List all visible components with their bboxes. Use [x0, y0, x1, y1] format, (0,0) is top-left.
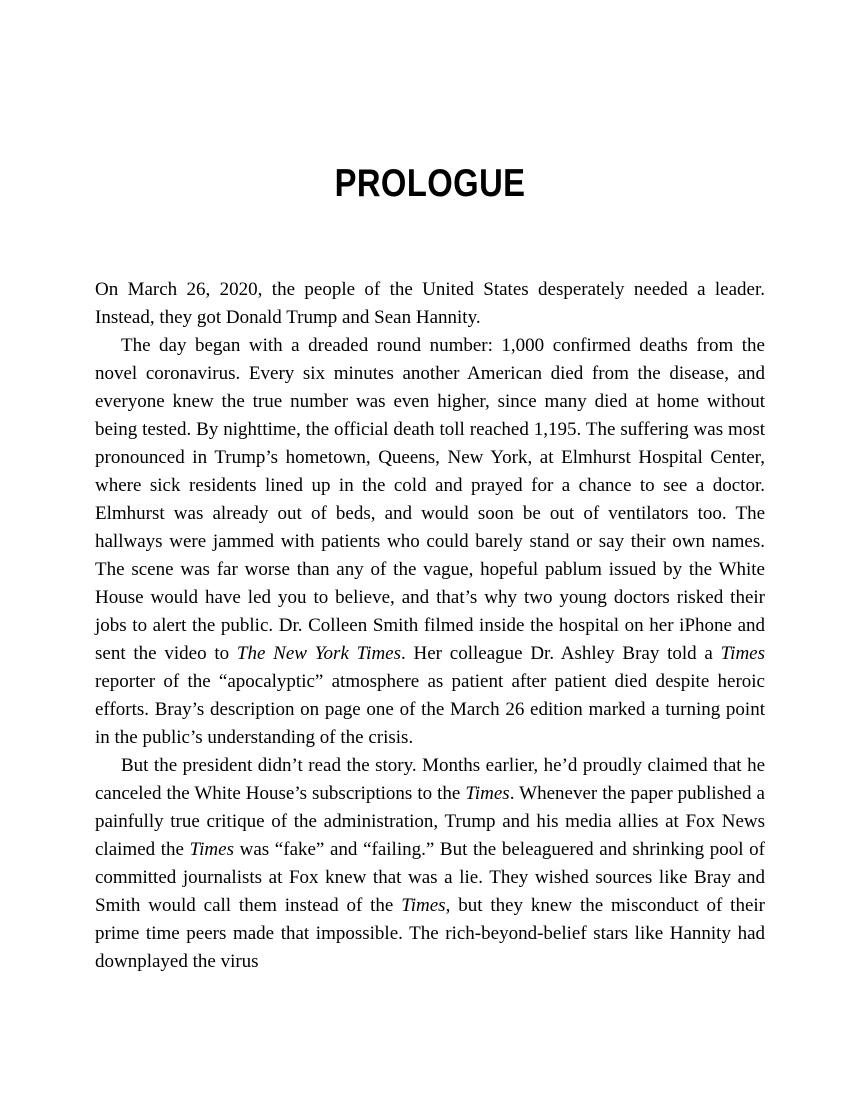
text-run: was “fake” and “failing.” But the beleaguered and shrinking pool of committed journalists at Fox knew that was a lie. They wished sources like Bray and Smith would call them instead of the: [95, 839, 765, 916]
body-text: [95, 276, 765, 976]
paragraph: [95, 276, 765, 332]
text-run: On March 26, 2020, the people of the United States desperately needed a leader. Instead, they got Donald Trump and Sean Hannity.: [95, 279, 765, 328]
chapter-title: PROLOGUE: [334, 162, 526, 205]
italic-text-run: Times: [401, 895, 446, 916]
italic-text-run: Times: [189, 839, 234, 860]
italic-text-run: The New York Times: [236, 643, 401, 664]
text-run: . Her colleague Dr. Ashley Bray told a: [401, 643, 721, 664]
text-run: The day began with a dreaded round number: 1,000 confirmed deaths from the novel coronavirus. Every six minutes another American died from the disease, and everyone knew the true number was even higher, since many died at home without being tested. By nighttime, the official death toll reached 1,195. The suffering was most pronounced in Trump’s hometown, Queens, New York, at Elmhurst Hospital Center, where sick residents lined up in the cold and prayed for a chance to see a doctor. Elmhurst was already out of beds, and would soon be out of ventilators too. The hallways were jammed with patients who could barely stand or say their own names. The scene was far worse than any of the vague, hopeful pablum issued by the White House would have led you to believe, and that’s why two young doctors risked their jobs to alert the public. Dr. Colleen Smith filmed inside the hospital on her iPhone and sent the video to: [95, 335, 765, 664]
text-run: , but they knew the misconduct of their prime time peers made that impossible. The rich-beyond-belief stars like Hannity had downplayed the virus: [95, 895, 765, 972]
text-run: reporter of the “apocalyptic” atmosphere as patient after patient died despite heroic efforts. Bray’s description on page one of the March 26 edition marked a turning point in the public’s understanding of the crisis.: [95, 671, 765, 748]
paragraph: [95, 332, 765, 752]
italic-text-run: Times: [720, 643, 766, 664]
italic-text-run: Times: [465, 783, 510, 804]
paragraph: [95, 752, 765, 976]
text-run: . Whenever the paper published a painfully true critique of the administration, Trump and his media allies at Fox News claimed the: [95, 783, 765, 860]
text-run: But the president didn’t read the story. Months earlier, he’d proudly claimed that he canceled the White House’s subscriptions to the: [95, 755, 765, 804]
